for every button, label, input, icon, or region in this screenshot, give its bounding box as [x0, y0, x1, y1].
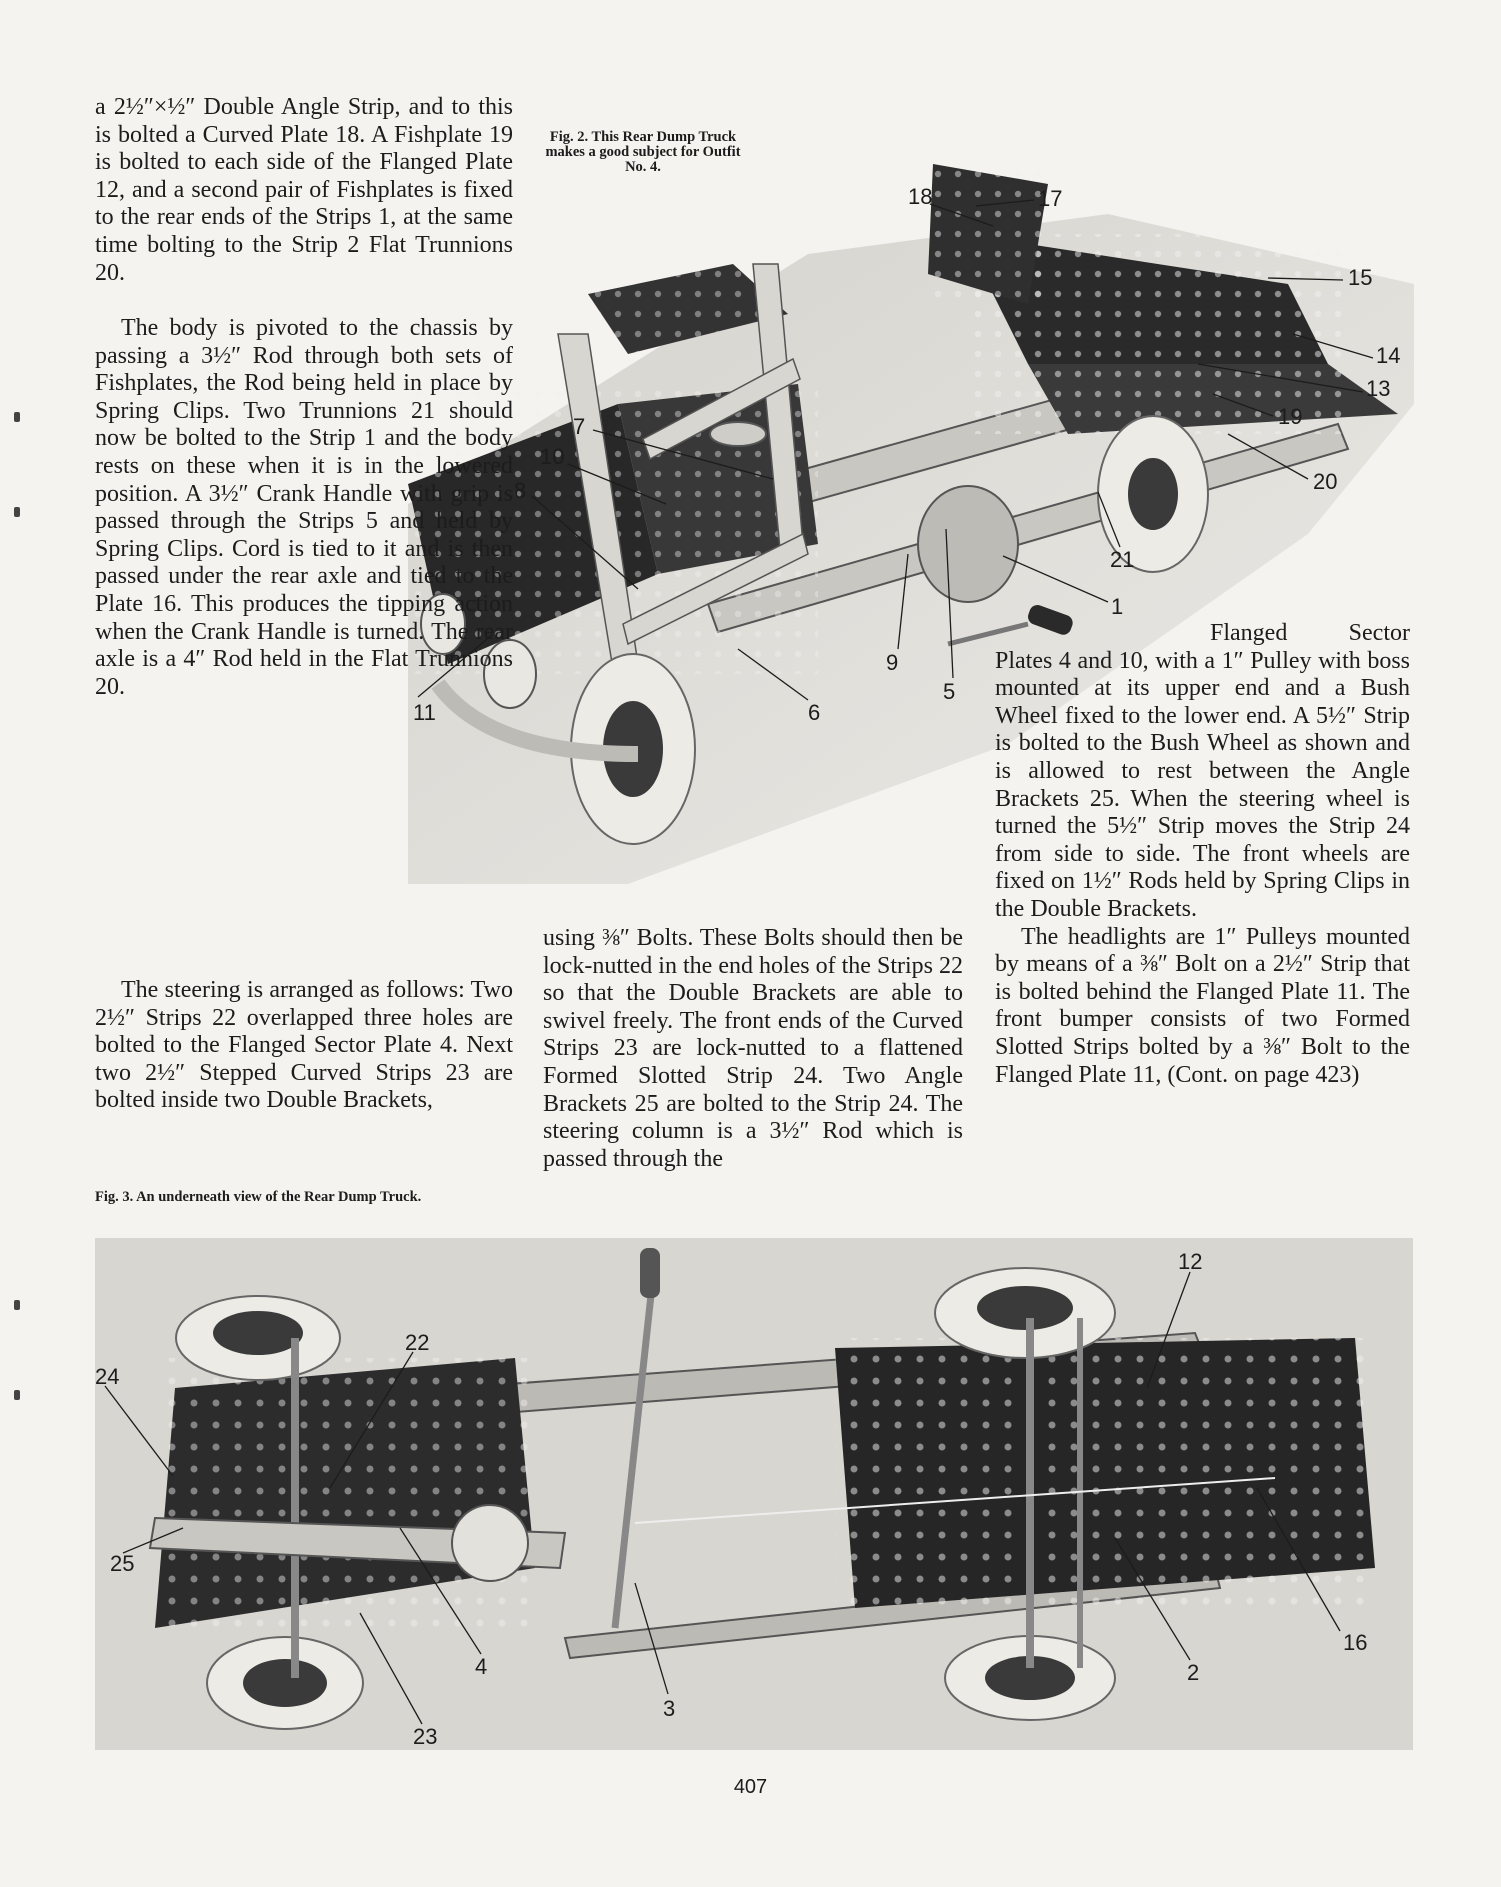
text-column-2: [543, 925, 963, 1173]
fig2-label: 13: [1366, 376, 1391, 401]
fig2-label: 9: [886, 650, 899, 675]
fig3-label: 23: [413, 1724, 438, 1749]
fig2-label: 7: [573, 414, 586, 439]
paragraph: using ⅜″ Bolts. These Bolts should then be lock-nutted in the end holes of the Strips 22 so that the Double Brackets are able to swivel freely. The front ends of the Curved Strips 23 are lock-nutted to a flattened Formed Slotted Strip 24. Two Angle Brackets 25 are bolted to the Strip 24. The steering column is a 3½″ Rod which is passed through the: [543, 925, 963, 1172]
margin-mark: [14, 507, 20, 517]
fig3-label: 25: [110, 1551, 135, 1576]
fig2-label: 15: [1348, 265, 1373, 290]
page-number: 407: [733, 1776, 768, 1798]
fig3-label: 3: [663, 1696, 676, 1721]
fig3-label: 24: [95, 1364, 120, 1389]
fig2-label: 6: [808, 700, 821, 725]
text-column-3: [995, 620, 1410, 1089]
margin-mark: [14, 1390, 20, 1400]
fig3-caption: Fig. 3. An underneath view of the Rear Dump Truck.: [95, 1189, 422, 1205]
text-column-1: [95, 94, 513, 287]
fig2-label: 17: [1038, 186, 1063, 211]
fig2-label: 11: [413, 700, 436, 725]
fig2-caption: Fig. 2. This Rear Dump Truck makes a good subject for Outfit No. 4.: [545, 129, 741, 175]
paragraph: a 2½″×½″ Double Angle Strip, and to this is bolted a Curved Plate 18. A Fishplate 19 is bolted to each side of the Flanged Plate 12, and a second pair of Fishplates is fixed to the rear ends of the Strips 1, at the same time bolting to the Strip 2 Flat Trunnions 20.: [95, 94, 513, 286]
paragraph: The headlights are 1″ Pulleys mounted by means of a ⅜″ Bolt on a 2½″ Strip that is bolted behind the Flanged Plate 11. The front bumper consists of two Formed Slotted Strips bolted by a ⅜″ Bolt to the Flanged Plate 11, (Cont. on page 423): [995, 923, 1410, 1088]
fig3-label: 4: [475, 1654, 488, 1679]
fig3-label: 16: [1343, 1630, 1368, 1655]
fig2-label: 5: [943, 679, 956, 704]
text-column-1-wrap: [95, 315, 513, 701]
fig2-label: 21: [1110, 547, 1135, 572]
fig3-photo-underneath: [95, 1238, 1413, 1750]
paragraph: The steering is arranged as follows: Two 2½″ Strips 22 overlapped three holes are bolted to the Flanged Sector Plate 4. Next two 2½″ Stepped Curved Strips 23 are bolted inside two Double Brackets,: [95, 977, 513, 1114]
fig3-label: 22: [405, 1330, 430, 1355]
paragraph: Flanged Sector Plates 4 and 10, with a 1″ Pulley with boss mounted at its upper end and a Bush Wheel fixed to the lower end. A 5½″ Strip is bolted to the Bush Wheel as shown and is allowed to rest between the Angle Brackets 25. When the steering wheel is turned the 5½″ Strip moves the Strip 24 from side to side. The front wheels are fixed on 1½″ Rods held by Spring Clips in the Double Brackets.: [995, 620, 1410, 922]
paragraph: The body is pivoted to the chassis by passing a 3½″ Rod through both sets of Fishplates, the Rod being held in place by Spring Clips. Two Trunnions 21 should now be bolted to the Strip 1 and the body rests on these when it is in the lowered position. A 3½″ Crank Handle with grip is passed through the Strips 5 and held by Spring Clips. Cord is tied to it and is then passed under the rear axle and tied to the Plate 16. This produces the tipping action when the Crank Handle is turned. The rear axle is a 4″ Rod held in the Flat Trunnions 20.: [95, 315, 513, 700]
margin-mark: [14, 1300, 20, 1310]
fig2-label: 18: [908, 184, 933, 209]
fig3-label: 12: [1178, 1249, 1203, 1274]
fig2-label: 8: [514, 478, 527, 503]
text-column-1-lower: [95, 977, 513, 1115]
fig2-label: 1: [1111, 594, 1124, 619]
fig2-label: 19: [1278, 404, 1303, 429]
fig2-label: 20: [1313, 469, 1338, 494]
fig2-label: 14: [1376, 343, 1401, 368]
fig2-label: 10: [540, 444, 565, 469]
margin-mark: [14, 412, 20, 422]
fig3-label: 2: [1187, 1660, 1200, 1685]
